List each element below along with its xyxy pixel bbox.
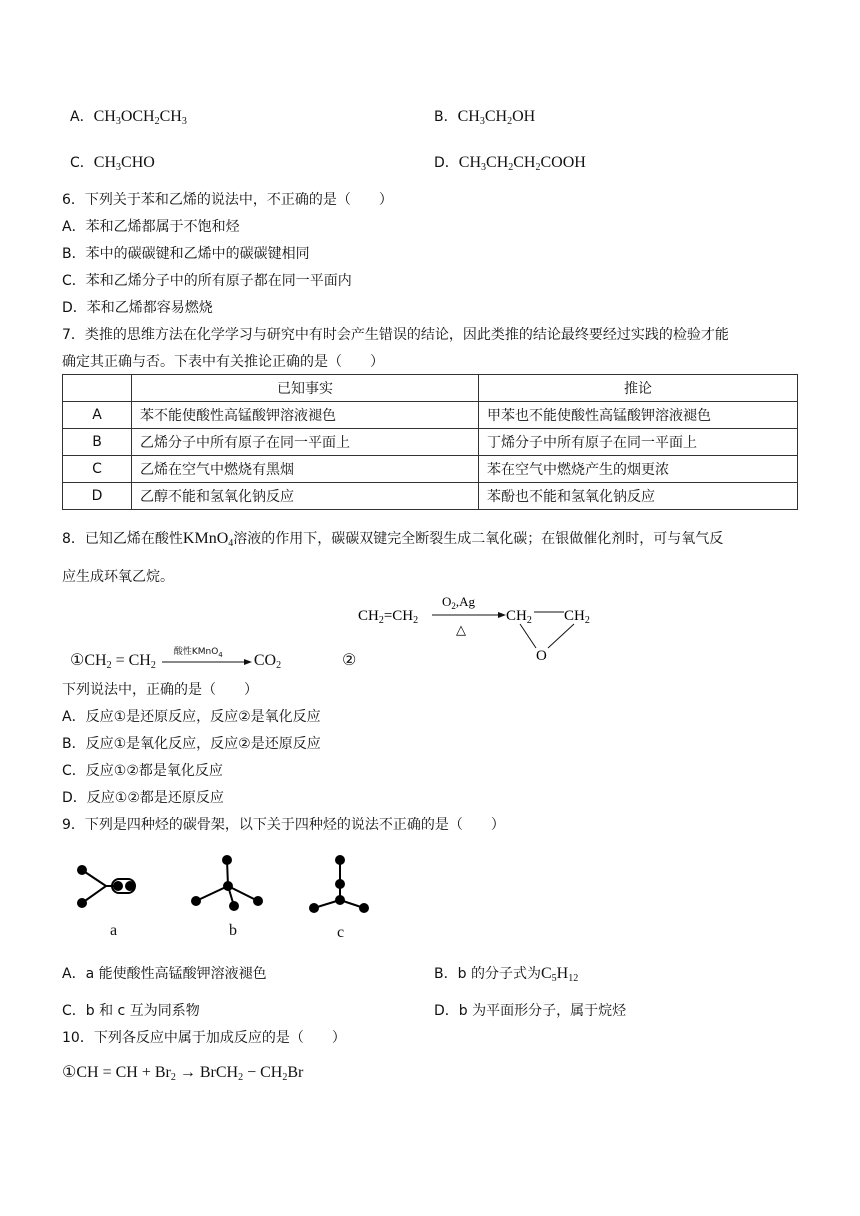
q9-option-d: D．b 为平面形分子，属于烷烃 [434,1003,627,1019]
skeleton-label-c: c [337,924,345,941]
table-header-inference: 推论 [479,375,798,402]
q8-stem-line2: 应生成环氧乙烷。 [62,569,174,585]
row-fact: 苯不能使酸性高锰酸钾溶液褪色 [132,402,479,429]
q8-question: 下列说法中，正确的是（ ） [62,682,258,698]
row-label: A [63,402,132,429]
row-label: D [63,483,132,510]
q8-option-c: C．反应①②都是氧化反应 [62,763,223,779]
q8-stem-line1: 8．已知乙烯在酸性KMnO$_4$溶液的作用下，碳碳双键完全断裂生成二氧化碳；在银做催化剂时，可与氧气反 [62,530,724,549]
row-inference: 丁烯分子中所有原子在同一平面上 [479,429,798,456]
q10-reaction-1: ①CH = CH + $Br_2$ → BrCH$_2$ − $CH_2Br$ [62,1064,304,1083]
q9-option-c: C．b 和 c 互为同系物 [62,1003,200,1019]
skeleton-a [77,865,135,908]
reaction-arrow-icon [160,654,254,668]
row-fact: 乙烯分子中所有原子在同一平面上 [132,429,479,456]
q10-stem: 10．下列各反应中属于加成反应的是（ ） [62,1030,346,1046]
row-label: C [63,456,132,483]
row-label: B [63,429,132,456]
q5-option-b: B．$CH_3CH_2OH$ [434,108,536,127]
q7-stem-line2: 确定其正确与否。下表中有关推论正确的是（ ） [62,354,384,370]
q9-stem: 9．下列是四种烃的碳骨架，以下关于四种烃的说法不正确的是（ ） [62,817,505,833]
reaction-1: $①CH_2 = CH_2$ 酸性KMnO$_4$ $CO_2$ [70,647,282,671]
skeleton-c [309,855,369,913]
row-inference: 苯在空气中燃烧产生的烟更浓 [479,456,798,483]
reaction-2-number: ② [342,652,357,669]
row-inference: 苯酚也不能和氢氧化钠反应 [479,483,798,510]
inference-table [62,374,798,510]
row-fact: 乙烯在空气中燃烧有黑烟 [132,456,479,483]
table-row [63,429,798,456]
svg-text:CH2: $CH_2$ [564,608,590,626]
skeleton-b [191,855,263,911]
q5-option-d: D．$CH_3CH_2CH_2COOH$ [434,154,586,173]
table-header-fact: 已知事实 [132,375,479,402]
q9-option-b: B．b 的分子式为$C_5H_{12}$ [434,965,579,984]
svg-text:△: △ [456,622,466,637]
table-row [63,402,798,429]
skeleton-label-b: b [229,922,237,939]
q6-stem: 6．下列关于苯和乙烯的说法中，不正确的是（ ） [62,192,393,208]
epoxidation-reaction-diagram [352,590,612,666]
q8-option-a: A．反应①是还原反应，反应②是氧化反应 [62,709,321,725]
table-row [63,456,798,483]
skeleton-label-a: a [110,922,118,939]
svg-text:O: O [536,648,547,664]
table-row [63,483,798,510]
q7-stem-line1: 7．类推的思维方法在化学学习与研究中有时会产生错误的结论，因此类推的结论最终要经过实践的检验才能 [62,327,729,343]
q8-option-d: D．反应①②都是还原反应 [62,790,224,806]
q5-option-c: C．$CH_3CHO$ [70,154,155,173]
row-inference: 甲苯也不能使酸性高锰酸钾溶液褪色 [479,402,798,429]
q6-option-d: D．苯和乙烯都容易燃烧 [62,300,213,316]
table-header-row [63,375,798,402]
table-header-empty [63,375,132,402]
svg-text:CH2=CH2: $CH_2=CH_2$ [358,608,419,626]
q6-option-c: C．苯和乙烯分子中的所有原子都在同一平面内 [62,273,352,289]
row-fact: 乙醇不能和氢氧化钠反应 [132,483,479,510]
svg-text:CH2: $CH_2$ [506,608,532,626]
q9-option-a: A．a 能使酸性高锰酸钾溶液褪色 [62,966,267,982]
q8-option-b: B．反应①是氧化反应，反应②是还原反应 [62,736,321,752]
svg-text:O2,Ag: $O_2,Ag$ [442,594,476,611]
q6-option-b: B．苯中的碳碳键和乙烯中的碳碳键相同 [62,246,310,262]
q5-option-a: A．$CH_3OCH_2CH_3$ [70,108,187,127]
q6-option-a: A．苯和乙烯都属于不饱和烃 [62,219,240,235]
